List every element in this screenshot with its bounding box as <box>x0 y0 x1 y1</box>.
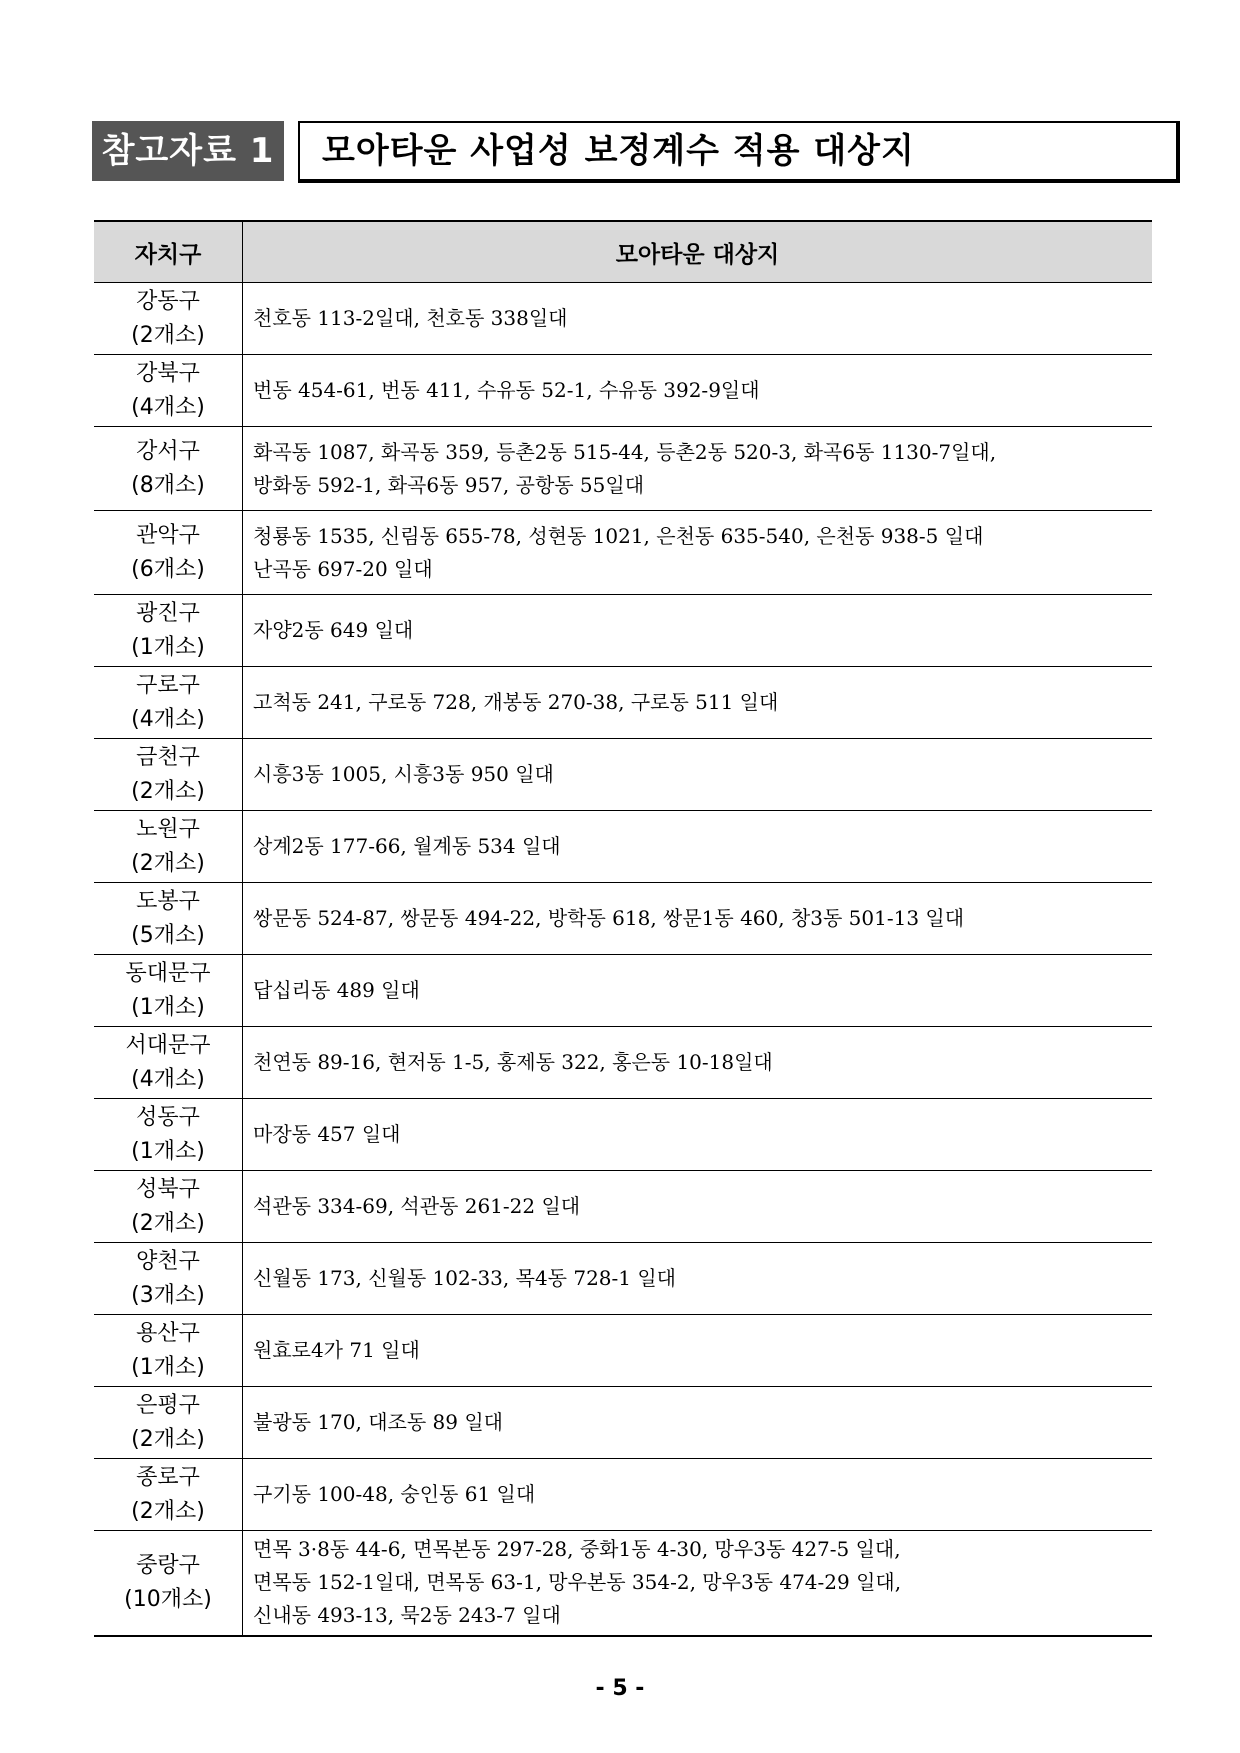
district-name: 도봉구 <box>136 888 200 914</box>
sites-cell <box>243 667 1153 739</box>
district-cell <box>94 1387 243 1459</box>
target-sites-table <box>94 220 1152 1637</box>
site-line: 번동 454-61, 번동 411, 수유동 52-1, 수유동 392-9일대 <box>253 378 760 402</box>
site-line: 신내동 493-13, 묵2동 243-7 일대 <box>253 1603 561 1628</box>
table-row <box>94 667 1152 739</box>
district-cell <box>94 667 243 739</box>
district-cell <box>94 1459 243 1531</box>
table-row <box>94 1459 1152 1531</box>
site-line: 마장동 457 일대 <box>253 1122 401 1146</box>
site-line: 청룡동 1535, 신림동 655-78, 성현동 1021, 은천동 635-540, 은천동 938-5 일대 <box>253 523 984 548</box>
site-count: (4개소) <box>131 1066 205 1092</box>
site-line: 방화동 592-1, 화곡6동 957, 공항동 55일대 <box>253 472 645 497</box>
district-cell <box>94 739 243 811</box>
district-name: 중랑구 <box>136 1552 200 1578</box>
sites-cell <box>243 1387 1153 1459</box>
page-number: - 5 - <box>595 1676 645 1701</box>
district-name: 은평구 <box>136 1392 200 1418</box>
site-count: (1개소) <box>131 1138 205 1164</box>
site-line: 면목동 152-1일대, 면목동 63-1, 망우본동 354-2, 망우3동 474-29 일대, <box>253 1570 902 1595</box>
district-cell <box>94 1099 243 1171</box>
table-row <box>94 1243 1152 1315</box>
site-count: (2개소) <box>131 850 205 876</box>
column-header-sites: 모아타운 대상지 <box>243 221 1153 283</box>
district-name: 양천구 <box>136 1248 200 1274</box>
table-row <box>94 811 1152 883</box>
site-count: (10개소) <box>124 1586 212 1612</box>
district-cell <box>94 811 243 883</box>
table-row <box>94 1315 1152 1387</box>
district-cell <box>94 511 243 595</box>
page-header <box>92 121 1152 183</box>
site-line: 자양2동 649 일대 <box>253 618 414 642</box>
district-name: 서대문구 <box>125 1032 211 1058</box>
site-count: (3개소) <box>131 1282 205 1308</box>
site-line: 고척동 241, 구로동 728, 개봉동 270-38, 구로동 511 일대 <box>253 690 779 714</box>
table-row <box>94 955 1152 1027</box>
district-name: 용산구 <box>136 1320 200 1346</box>
site-line: 신월동 173, 신월동 102-33, 목4동 728-1 일대 <box>253 1266 676 1290</box>
sites-cell <box>243 427 1153 511</box>
sites-cell <box>243 739 1153 811</box>
district-cell <box>94 1243 243 1315</box>
sites-cell <box>243 1243 1153 1315</box>
table-row <box>94 355 1152 427</box>
site-count: (2개소) <box>131 778 205 804</box>
sites-cell <box>243 1531 1153 1636</box>
district-name: 강동구 <box>136 288 200 314</box>
site-count: (2개소) <box>131 1498 205 1524</box>
site-count: (2개소) <box>131 1426 205 1452</box>
reference-label: 참고자료 1 <box>92 121 284 181</box>
sites-cell <box>243 355 1153 427</box>
table-row <box>94 739 1152 811</box>
district-cell <box>94 355 243 427</box>
site-count: (4개소) <box>131 394 205 420</box>
district-cell <box>94 1027 243 1099</box>
sites-cell <box>243 1459 1153 1531</box>
site-line: 불광동 170, 대조동 89 일대 <box>253 1410 503 1434</box>
column-header-district: 자치구 <box>94 221 243 283</box>
district-name: 성동구 <box>136 1104 200 1130</box>
sites-cell <box>243 511 1153 595</box>
district-cell <box>94 1315 243 1387</box>
site-count: (1개소) <box>131 994 205 1020</box>
sites-cell <box>243 595 1153 667</box>
district-name: 노원구 <box>136 816 200 842</box>
site-count: (5개소) <box>131 922 205 948</box>
district-name: 관악구 <box>136 522 200 548</box>
site-line: 천연동 89-16, 현저동 1-5, 홍제동 322, 홍은동 10-18일대 <box>253 1050 773 1074</box>
table-row <box>94 883 1152 955</box>
table-row <box>94 1027 1152 1099</box>
site-line: 난곡동 697-20 일대 <box>253 556 433 581</box>
district-cell <box>94 883 243 955</box>
table-row <box>94 283 1152 355</box>
district-cell <box>94 283 243 355</box>
site-count: (4개소) <box>131 706 205 732</box>
district-name: 성북구 <box>136 1176 200 1202</box>
sites-cell <box>243 1099 1153 1171</box>
site-count: (2개소) <box>131 1210 205 1236</box>
site-count: (1개소) <box>131 1354 205 1380</box>
sites-cell <box>243 883 1153 955</box>
table-row <box>94 1531 1152 1636</box>
site-line: 답십리동 489 일대 <box>253 978 420 1002</box>
site-count: (8개소) <box>131 472 205 498</box>
site-line: 쌍문동 524-87, 쌍문동 494-22, 방학동 618, 쌍문1동 460, 창3동 501-13 일대 <box>253 906 965 930</box>
district-cell <box>94 595 243 667</box>
district-name: 광진구 <box>136 600 200 626</box>
sites-cell <box>243 955 1153 1027</box>
sites-cell <box>243 1171 1153 1243</box>
sites-cell <box>243 1315 1153 1387</box>
table-row <box>94 511 1152 595</box>
site-line: 면목 3·8동 44-6, 면목본동 297-28, 중화1동 4-30, 망우3동 427-5 일대, <box>253 1537 901 1562</box>
site-count: (1개소) <box>131 634 205 660</box>
site-line: 시흥3동 1005, 시흥3동 950 일대 <box>253 762 554 786</box>
district-cell <box>94 1531 243 1636</box>
district-name: 종로구 <box>136 1464 200 1490</box>
table-row <box>94 595 1152 667</box>
district-name: 강북구 <box>136 360 200 386</box>
sites-cell <box>243 283 1153 355</box>
site-count: (2개소) <box>131 322 205 348</box>
table-row <box>94 1171 1152 1243</box>
sites-cell <box>243 1027 1153 1099</box>
site-count: (6개소) <box>131 556 205 582</box>
table-row <box>94 1099 1152 1171</box>
site-line: 석관동 334-69, 석관동 261-22 일대 <box>253 1194 581 1218</box>
sites-cell <box>243 811 1153 883</box>
site-line: 화곡동 1087, 화곡동 359, 등촌2동 515-44, 등촌2동 520-3, 화곡6동 1130-7일대, <box>253 439 997 464</box>
district-name: 구로구 <box>136 672 200 698</box>
district-name: 동대문구 <box>125 960 211 986</box>
table-body <box>94 283 1152 1636</box>
table-row <box>94 1387 1152 1459</box>
district-cell <box>94 427 243 511</box>
site-line: 상계2동 177-66, 월계동 534 일대 <box>253 834 561 858</box>
site-line: 천호동 113-2일대, 천호동 338일대 <box>253 306 568 330</box>
site-line: 원효로4가 71 일대 <box>253 1338 420 1362</box>
table-header-row <box>94 221 1152 283</box>
table-row <box>94 427 1152 511</box>
site-line: 구기동 100-48, 숭인동 61 일대 <box>253 1482 536 1506</box>
page-title: 모아타운 사업성 보정계수 적용 대상지 <box>298 121 1180 183</box>
district-name: 금천구 <box>136 744 200 770</box>
district-cell <box>94 1171 243 1243</box>
district-cell <box>94 955 243 1027</box>
district-name: 강서구 <box>136 438 200 464</box>
